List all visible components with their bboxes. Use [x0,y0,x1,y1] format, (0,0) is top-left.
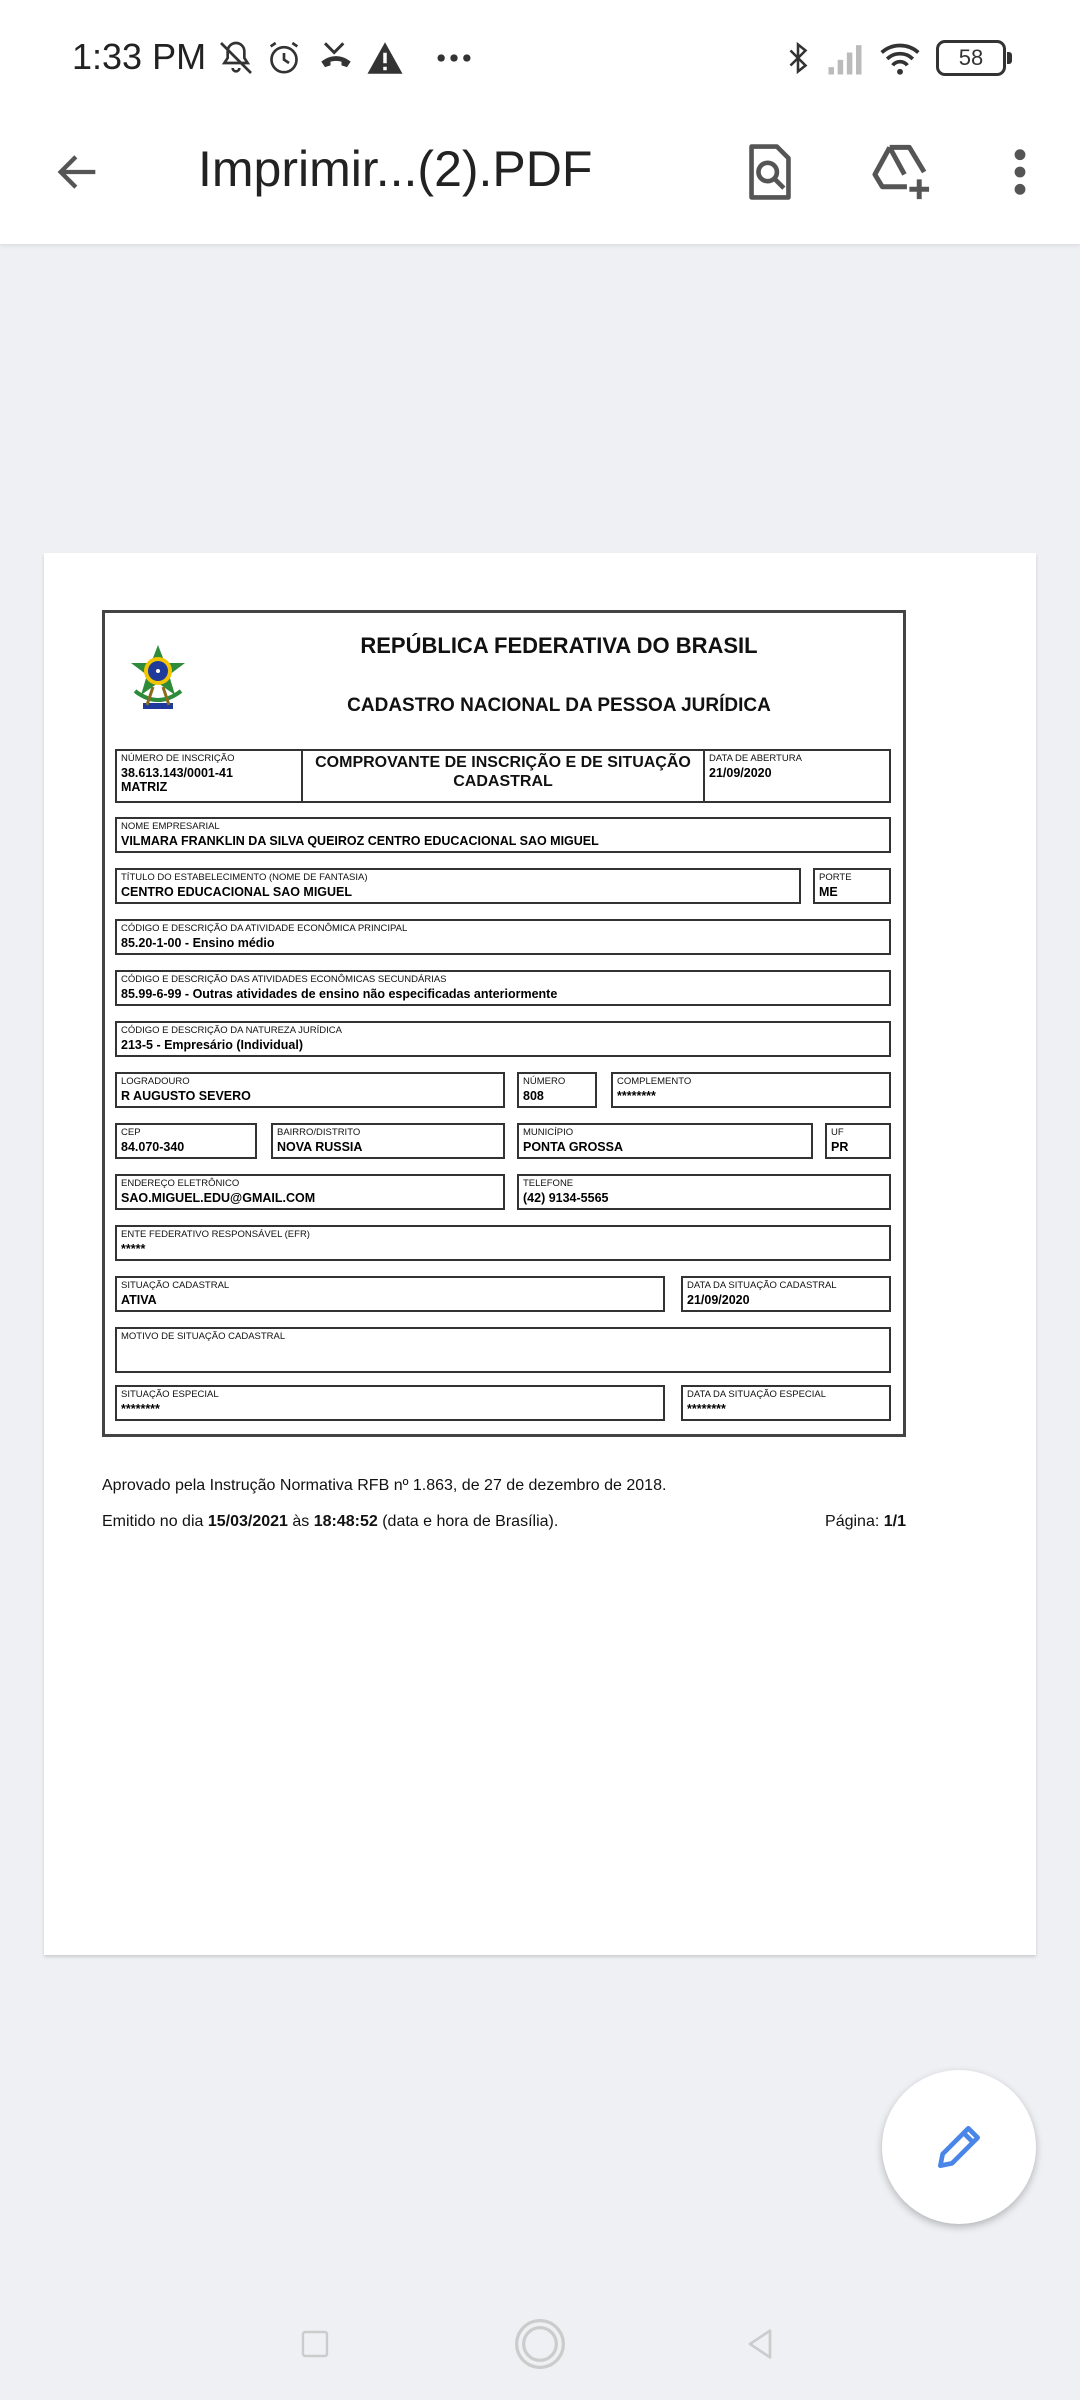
field-value: 808 [523,1089,544,1103]
signal-icon [822,36,868,80]
field-situacao-cadastral [115,1276,665,1312]
field-label: ENTE FEDERATIVO RESPONSÁVEL (EFR) [121,1229,310,1240]
field-label: CEP [121,1127,141,1138]
wifi-icon [876,36,924,80]
field-value: 85.20-1-00 - Ensino médio [121,936,275,950]
pagina-value: 1/1 [883,1513,906,1530]
footer-pagina [825,1513,906,1531]
more-vert-icon [1010,146,1030,198]
field-data-situacao-especial [681,1385,891,1421]
document-header-registry: CADASTRO NACIONAL DA PESSOA JURÍDICA [347,695,771,716]
footer-emitido [102,1513,558,1531]
cnpj-document [102,610,906,1437]
field-value: ***** [121,1242,146,1256]
recents-button[interactable] [283,2312,347,2376]
field-efr [115,1225,891,1261]
field-numero-inscricao [115,749,303,803]
emitido-mid: às [287,1513,314,1530]
field-value: ATIVA [121,1293,157,1307]
field-value: R AUGUSTO SEVERO [121,1089,251,1103]
document-title: Imprimir...(2).PDF [198,141,593,197]
emitido-time: 18:48:52 [313,1513,378,1530]
field-email [115,1174,505,1210]
add-to-drive-icon [870,142,934,202]
field-atividade-principal [115,919,891,955]
field-label: NÚMERO DE INSCRIÇÃO [121,753,235,764]
field-label: CÓDIGO E DESCRIÇÃO DA NATUREZA JURÍDICA [121,1025,342,1036]
status-bar [0,0,1080,118]
back-arrow-icon [52,146,104,198]
field-label: DATA DA SITUAÇÃO ESPECIAL [687,1389,827,1400]
home-circle-icon [512,2316,568,2372]
comprovante-title-line2: CADASTRAL [453,773,553,790]
field-data-abertura [703,749,891,803]
field-complemento [611,1072,891,1108]
warning-icon [364,36,406,80]
pdf-page[interactable] [44,553,1036,1955]
recents-square-icon [297,2326,333,2362]
edit-pencil-icon [931,2119,987,2175]
field-numero [517,1072,597,1108]
field-label: TELEFONE [523,1178,574,1189]
field-value: ME [819,885,838,899]
search-in-document-button[interactable] [730,132,810,212]
field-municipio [517,1123,813,1159]
field-label: TÍTULO DO ESTABELECIMENTO (NOME DE FANTASIA) [121,872,368,883]
field-value: 213-5 - Empresário (Individual) [121,1038,303,1052]
edit-button[interactable] [882,2070,1036,2224]
field-value: 38.613.143/0001-41 [121,766,233,780]
field-telefone [517,1174,891,1210]
field-value: NOVA RUSSIA [277,1140,363,1154]
field-uf [825,1123,891,1159]
alarm-icon [264,36,304,80]
field-label: UF [831,1127,844,1138]
field-label: CÓDIGO E DESCRIÇÃO DAS ATIVIDADES ECONÔMICAS SECUNDÁRIAS [121,974,447,985]
back-triangle-icon [740,2324,780,2364]
field-titulo-estabelecimento [115,868,801,904]
field-natureza-juridica [115,1021,891,1057]
field-value: ******** [687,1402,726,1416]
field-label: SITUAÇÃO ESPECIAL [121,1389,219,1400]
system-back-button[interactable] [728,2312,792,2376]
field-label: BAIRRO/DISTRITO [277,1127,361,1138]
field-label: ENDEREÇO ELETRÔNICO [121,1178,240,1189]
bluetooth-icon [780,36,816,80]
field-value: CENTRO EDUCACIONAL SAO MIGUEL [121,885,353,899]
back-button[interactable] [38,132,118,212]
field-label: LOGRADOURO [121,1076,190,1087]
field-logradouro [115,1072,505,1108]
field-situacao-especial [115,1385,665,1421]
field-value: 21/09/2020 [687,1293,750,1307]
document-header-country: REPÚBLICA FEDERATIVA DO BRASIL [360,633,758,658]
emitido-prefix: Emitido no dia [102,1513,208,1530]
field-nome-empresarial [115,817,891,853]
field-label: NÚMERO [523,1076,566,1087]
field-bairro [271,1123,505,1159]
field-value: ******** [617,1089,656,1103]
emitido-date: 15/03/2021 [207,1513,288,1530]
add-to-drive-button[interactable] [862,132,942,212]
field-cep [115,1123,257,1159]
field-data-situacao-cadastral [681,1276,891,1312]
field-label: COMPLEMENTO [617,1076,692,1087]
field-value: 85.99-6-99 - Outras atividades de ensino não especificadas anteriormente [121,987,558,1001]
emitido-suffix: (data e hora de Brasília). [377,1513,559,1530]
search-in-document-icon [742,142,798,202]
field-value: PR [831,1140,849,1154]
battery-icon: 58 [936,40,1006,76]
field-label: DATA DA SITUAÇÃO CADASTRAL [687,1280,837,1291]
missed-call-icon [314,36,358,80]
field-value-tipo: MATRIZ [121,780,168,794]
field-comprovante-title [301,749,705,803]
field-label: DATA DE ABERTURA [709,753,802,764]
brazil-coat-of-arms-icon [125,643,191,715]
system-nav-bar [0,2290,1080,2400]
field-label: NOME EMPRESARIAL [121,821,220,832]
field-value: 84.070-340 [121,1140,185,1154]
field-label: PORTE [819,872,852,883]
comprovante-title-line1: COMPROVANTE DE INSCRIÇÃO E DE SITUAÇÃO [315,754,691,771]
field-motivo-situacao [115,1327,891,1373]
field-value: 21/09/2020 [709,766,772,780]
more-options-button[interactable] [980,132,1060,212]
field-label: MUNICÍPIO [523,1127,574,1138]
app-bar [0,118,1080,244]
field-porte [813,868,891,904]
field-label: SITUAÇÃO CADASTRAL [121,1280,230,1291]
more-dots-icon [432,36,476,80]
footer-aprovado: Aprovado pela Instrução Normativa RFB nº 1.863, de 27 de dezembro de 2018. [102,1477,667,1494]
pagina-label: Página: [825,1513,884,1530]
field-label: MOTIVO DE SITUAÇÃO CADASTRAL [121,1331,286,1342]
status-time: 1:33 PM [72,36,207,77]
bell-off-icon [216,36,256,80]
field-label: CÓDIGO E DESCRIÇÃO DA ATIVIDADE ECONÔMICA PRINCIPAL [121,923,408,934]
home-button[interactable] [508,2312,572,2376]
field-value: PONTA GROSSA [523,1140,624,1154]
field-value: VILMARA FRANKLIN DA SILVA QUEIROZ CENTRO EDUCACIONAL SAO MIGUEL [121,834,599,848]
field-value: SAO.MIGUEL.EDU@GMAIL.COM [121,1191,316,1205]
field-atividades-secundarias [115,970,891,1006]
field-value: ******** [121,1402,160,1416]
field-value: (42) 9134-5565 [523,1191,609,1205]
